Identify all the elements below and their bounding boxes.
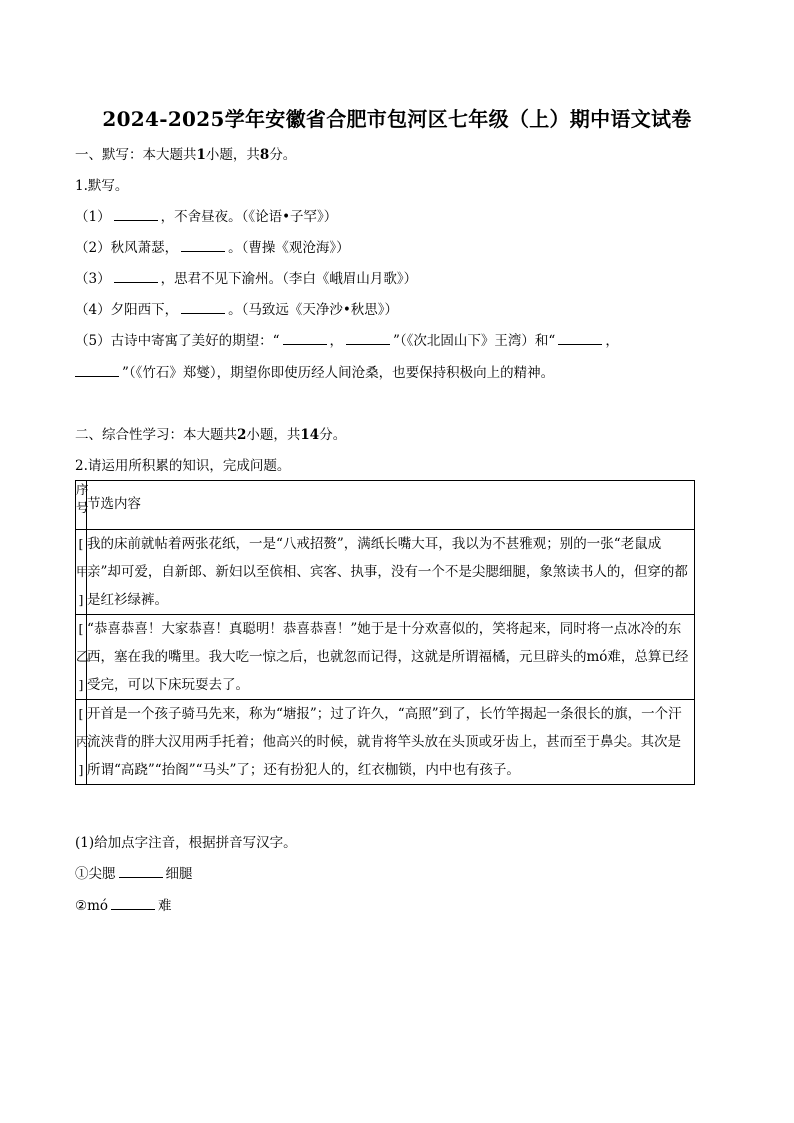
q1-item-1: （1） ，不舍昼夜。（《论语•子罕》） <box>75 209 338 225</box>
answer-blank <box>111 897 155 910</box>
table-header-row <box>76 481 695 530</box>
sub-question-1-a: ①尖腮 细腿 <box>75 866 193 882</box>
row-number-cell: [ 乙 ] <box>76 615 87 700</box>
answer-blank <box>75 364 119 377</box>
row-text-cell: “恭喜恭喜！大家恭喜！真聪明！恭喜恭喜！”她于是十分欢喜似的，笑将起来，同时将一点冰冷的东西，塞在我的嘴里。我大吃一惊之后，也就忽而记得，这就是所谓福橘，元旦辟头的mó难，总算已经受完，可以下床玩耍去了。 <box>87 615 695 700</box>
section1-heading: 一、默写：本大题共1小题，共8分。 <box>75 147 297 163</box>
q1-item-3: （3） ，思君不见下渝州。（李白《峨眉山月歌》） <box>75 271 418 287</box>
answer-blank <box>283 332 327 345</box>
sub-question-1-b: ②mó 难 <box>75 898 172 914</box>
answer-blank <box>181 301 225 314</box>
table-row <box>76 530 695 615</box>
question-2-stem: 2.请运用所积累的知识，完成问题。 <box>75 458 291 474</box>
answer-blank <box>119 865 163 878</box>
answer-blank <box>558 332 602 345</box>
q1-item-5-cont: ”（《竹石》郑燮），期望你即使历经人间沧桑，也要保持积极向上的精神。 <box>75 364 554 382</box>
question-1-stem: 1.默写。 <box>75 178 129 194</box>
exam-title: 2024-2025学年安徽省合肥市包河区七年级（上）期中语文试卷 <box>102 107 692 131</box>
section2-heading: 二、综合性学习：本大题共2小题，共14分。 <box>75 427 347 443</box>
table-row <box>76 700 695 785</box>
row-number-cell: [ 丙 ] <box>76 700 87 785</box>
header-content-cell: 节选内容 <box>87 481 695 530</box>
answer-blank <box>114 270 158 283</box>
q1-item-5: （5）古诗中寄寓了美好的期望：“ ， ”（《次北固山下》王湾）和“ ， <box>75 333 619 349</box>
excerpt-table <box>75 480 695 785</box>
answer-blank <box>114 208 158 221</box>
q1-item-2: （2）秋风萧瑟， 。（曹操《观沧海》） <box>75 240 350 256</box>
row-number-cell: [ 甲 ] <box>76 530 87 615</box>
row-text-cell: 我的床前就帖着两张花纸，一是“八戒招赘”，满纸长嘴大耳，我以为不甚雅观；别的一张“老鼠成亲”却可爱，自新郎、新妇以至傧相、宾客、执事，没有一个不是尖腮细腿，象煞读书人的，但穿的都是红衫绿裤。 <box>87 530 695 615</box>
answer-blank <box>346 332 390 345</box>
table-row <box>76 615 695 700</box>
row-text-cell: 开首是一个孩子骑马先来，称为“塘报”；过了许久，“高照”到了，长竹竿揭起一条很长的旗，一个汗流浃背的胖大汉用两手托着；他高兴的时候，就肯将竿头放在头顶或牙齿上，甚而至于鼻尖。其次是所谓“高跷”“抬阁”“马头”了；还有扮犯人的，红衣枷锁，内中也有孩子。 <box>87 700 695 785</box>
answer-blank <box>181 239 225 252</box>
q1-item-4: （4）夕阳西下， 。（马致远《天净沙•秋思》） <box>75 302 399 318</box>
header-number-cell: 序 号 <box>76 481 87 530</box>
sub-question-1-stem: (1)给加点字注音，根据拼音写汉字。 <box>75 835 297 851</box>
